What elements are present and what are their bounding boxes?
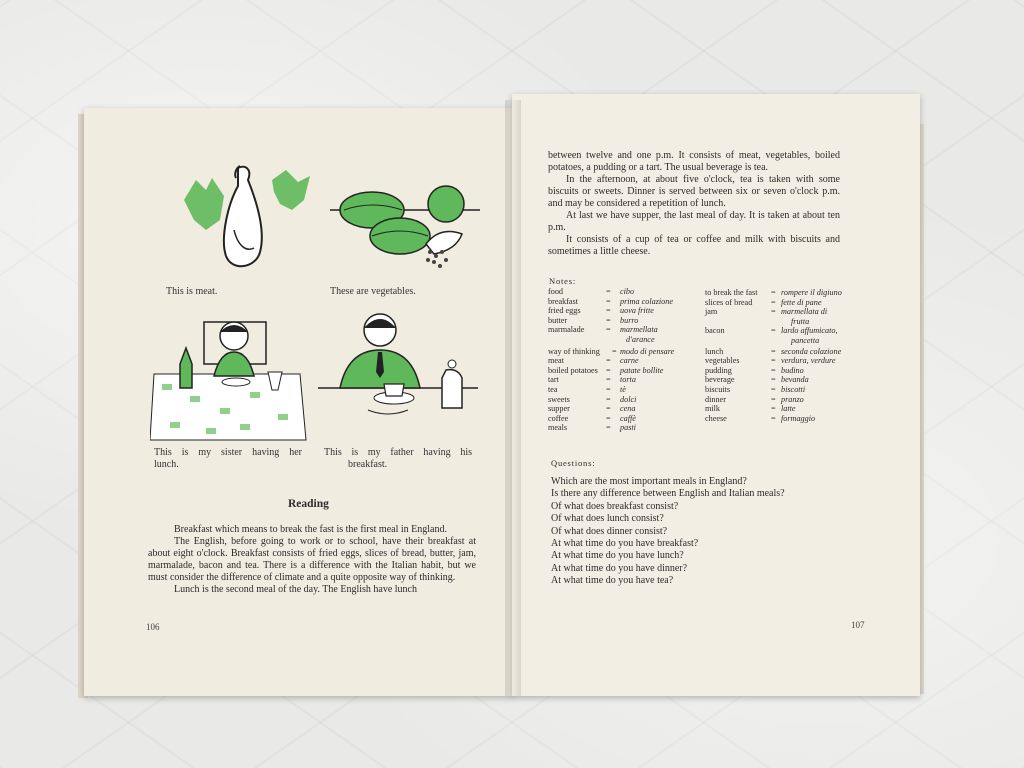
equals-sign: = [606, 315, 611, 325]
vocab-row [705, 366, 842, 376]
page-number-left: 106 [146, 622, 160, 632]
reading-paragraph: Breakfast which means to break the fast is the first meal in England. [174, 524, 447, 535]
vocab-english: slices of bread [705, 297, 753, 307]
vocab-row [705, 298, 842, 308]
vocab-english: vegetables [705, 356, 740, 366]
vocab-row [705, 395, 842, 405]
equals-sign: = [606, 306, 611, 316]
vocab-italian: modo di pensare [620, 346, 675, 356]
vocab-italian: caffè [620, 413, 636, 423]
vocab-row [705, 347, 842, 357]
question-item: At what time do you have tea? [551, 575, 674, 587]
vocab-row [548, 287, 674, 297]
vocab-english: sweets [548, 394, 570, 404]
notes-label: Notes: [549, 276, 576, 286]
vocab-row [548, 414, 674, 424]
equals-sign: = [606, 384, 611, 394]
vocab-row [705, 336, 842, 346]
right-paragraph: between twelve and one p.m. It consists of meat, vegetables, boiled potatoes, a pudding or a tart. The usual beverage is tea. [548, 150, 840, 173]
vocab-italian: pasti [620, 423, 636, 433]
equals-spacer [606, 335, 620, 345]
vocab-english: beverage [705, 375, 735, 385]
questions-label: Questions: [551, 458, 596, 468]
notes-left-column [548, 287, 674, 433]
equals-sign: = [606, 394, 611, 404]
vocab-italian: torta [620, 375, 636, 385]
right-page-text [548, 150, 840, 258]
reading-paragraph: The English, before going to work or to school, have their breakfast at about eight o'clock. Breakfast consists of fried eggs, slices of bread, butter, jam, marmalade, bacon and tea. There is a difference with the Italian habit, but we must consider the difference of climate and a quite opposite way of thinking. [148, 536, 476, 583]
vocab-english: butter [548, 315, 568, 325]
vocab-italian: cibo [620, 287, 635, 296]
vocab-english: meat [548, 356, 564, 366]
vocab-row [705, 356, 842, 366]
equals-sign: = [771, 375, 776, 385]
vocab-english [548, 335, 606, 345]
vocab-row [705, 317, 842, 327]
caption-father-line1: This is my father having his [324, 447, 472, 458]
vocab-italian: dolci [620, 394, 637, 404]
vocab-english: cheese [705, 413, 727, 423]
vocab-italian: frutta [791, 316, 810, 326]
right-paragraph: It consists of a cup of tea or coffee and milk with biscuits and sometimes a little cheese. [548, 234, 840, 257]
vocab-english [705, 317, 771, 327]
father-breakfast-illustration [318, 308, 478, 428]
vocab-english: tea [548, 384, 558, 394]
vocab-italian: marmellata [620, 325, 658, 335]
equals-sign: = [606, 356, 611, 366]
vocab-row [548, 347, 674, 357]
vocab-row [705, 404, 842, 414]
vocab-english: fried eggs [548, 306, 581, 316]
vocab-english: coffee [548, 413, 569, 423]
vocab-italian: rompere il digiuno [781, 288, 842, 297]
vocab-italian: pancetta [791, 335, 820, 345]
vocab-row [548, 297, 674, 307]
vocab-italian: bevanda [781, 375, 809, 385]
vocab-english: to break the fast [705, 288, 758, 297]
notes-right-column [705, 288, 842, 423]
question-item: Of what does dinner consist? [551, 525, 668, 537]
vocab-row [548, 404, 674, 414]
vocab-italian: patate bollite [620, 365, 664, 375]
equals-sign: = [771, 307, 776, 317]
vocab-english: food [548, 287, 564, 296]
vocab-row [548, 325, 674, 335]
caption-meat: This is meat. [166, 286, 218, 297]
vocab-english: dinner [705, 394, 726, 404]
question-item: At what time do you have breakfast? [551, 538, 699, 550]
equals-sign: = [771, 404, 776, 414]
vocab-row [548, 385, 674, 395]
vocab-italian: d'arance [626, 334, 655, 344]
caption-sister [154, 447, 302, 471]
vocab-english: jam [705, 307, 718, 317]
vocab-english: lunch [705, 346, 724, 356]
equals-spacer [771, 317, 781, 327]
equals-sign: = [612, 346, 617, 356]
vocab-row [548, 375, 674, 385]
right-paragraph: In the afternoon, at about five o'clock, tea is taken with some biscuits or sweets. Dinner is served between six or seven o'clock p.m. and may be considered a repetition of lunch. [548, 174, 840, 209]
vocab-italian: lardo affumicato, [781, 326, 838, 336]
sister-lunch-illustration [150, 318, 310, 443]
equals-sign: = [771, 346, 776, 356]
vocab-row [705, 375, 842, 385]
page-number-right: 107 [851, 620, 865, 630]
vocab-italian: prima colazione [620, 296, 673, 306]
equals-sign: = [606, 296, 611, 306]
question-item: At what time do you have dinner? [551, 562, 688, 574]
reading-text [148, 524, 476, 596]
question-item: Which are the most important meals in England? [551, 476, 747, 487]
question-item: Of what does lunch consist? [551, 513, 664, 525]
equals-sign: = [771, 288, 776, 297]
vocab-row [548, 316, 674, 326]
caption-father [324, 447, 472, 471]
vocab-row [705, 385, 842, 395]
vocab-italian: uova fritte [620, 306, 654, 316]
vocab-english [705, 336, 771, 346]
vocab-row [705, 414, 842, 424]
equals-sign: = [771, 297, 776, 307]
vocab-italian: seconda colazione [781, 346, 842, 356]
equals-sign: = [771, 356, 776, 366]
vocab-italian: verdura, verdure [781, 356, 836, 366]
vocab-italian: carne [620, 356, 639, 366]
vocab-english: milk [705, 404, 721, 414]
vocab-english: breakfast [548, 296, 579, 306]
equals-sign: = [606, 423, 611, 433]
caption-vegetables: These are vegetables. [330, 286, 416, 297]
vocab-row [548, 423, 674, 433]
vocab-english: supper [548, 404, 570, 414]
equals-sign: = [606, 375, 611, 385]
equals-sign: = [606, 413, 611, 423]
equals-sign: = [606, 404, 611, 414]
vocab-italian: formaggio [781, 413, 816, 423]
vocab-italian: latte [781, 404, 796, 414]
vocab-row [548, 356, 674, 366]
vocab-italian: cena [620, 404, 636, 414]
vocab-row [705, 288, 842, 298]
vocab-english: meals [548, 423, 568, 433]
vocab-english: way of thinking [548, 346, 600, 356]
book-spine [505, 100, 521, 696]
right-paragraph: At last we have supper, the last meal of day. It is taken at about ten p.m. [548, 210, 840, 233]
equals-sign: = [771, 365, 776, 375]
reading-paragraph: Lunch is the second meal of the day. The English have lunch [174, 584, 417, 595]
reading-title: Reading [288, 498, 329, 510]
vocab-row [548, 395, 674, 405]
equals-sign: = [771, 413, 776, 423]
equals-sign: = [771, 394, 776, 404]
vocab-italian: marmellata di [781, 307, 828, 317]
equals-sign: = [606, 365, 611, 375]
meat-illustration [176, 160, 316, 280]
vocab-english: biscuits [705, 384, 731, 394]
caption-father-line2: breakfast. [348, 459, 388, 470]
equals-sign: = [606, 287, 611, 296]
vocab-row [548, 335, 674, 345]
vocab-italian: fette di pane [781, 297, 822, 307]
vocab-italian: biscotti [781, 384, 806, 394]
vocab-italian: burro [620, 315, 639, 325]
vocab-row [705, 326, 842, 336]
vegetables-illustration [330, 180, 480, 280]
vocab-row [705, 307, 842, 317]
equals-sign: = [771, 384, 776, 394]
equals-sign: = [606, 325, 611, 335]
questions-list [551, 476, 785, 588]
vocab-row [548, 366, 674, 376]
vocab-english: boiled potatoes [548, 365, 598, 375]
vocab-english: bacon [705, 326, 725, 336]
vocab-italian: tè [620, 384, 626, 394]
caption-sister-line2: lunch. [154, 459, 179, 470]
equals-spacer [771, 336, 781, 346]
vocab-english: marmalade [548, 325, 585, 335]
vocab-row [548, 306, 674, 316]
vocab-english: pudding [705, 365, 732, 375]
equals-sign: = [771, 326, 776, 336]
vocab-italian: pranzo [781, 394, 804, 404]
question-item: Of what does breakfast consist? [551, 500, 679, 512]
vocab-italian: budino [781, 365, 804, 375]
vocab-english: tart [548, 375, 559, 385]
question-item: Is there any difference between English and Italian meals? [551, 488, 785, 500]
question-item: At what time do you have lunch? [551, 550, 684, 562]
caption-sister-line1: This is my sister having her [154, 447, 302, 458]
